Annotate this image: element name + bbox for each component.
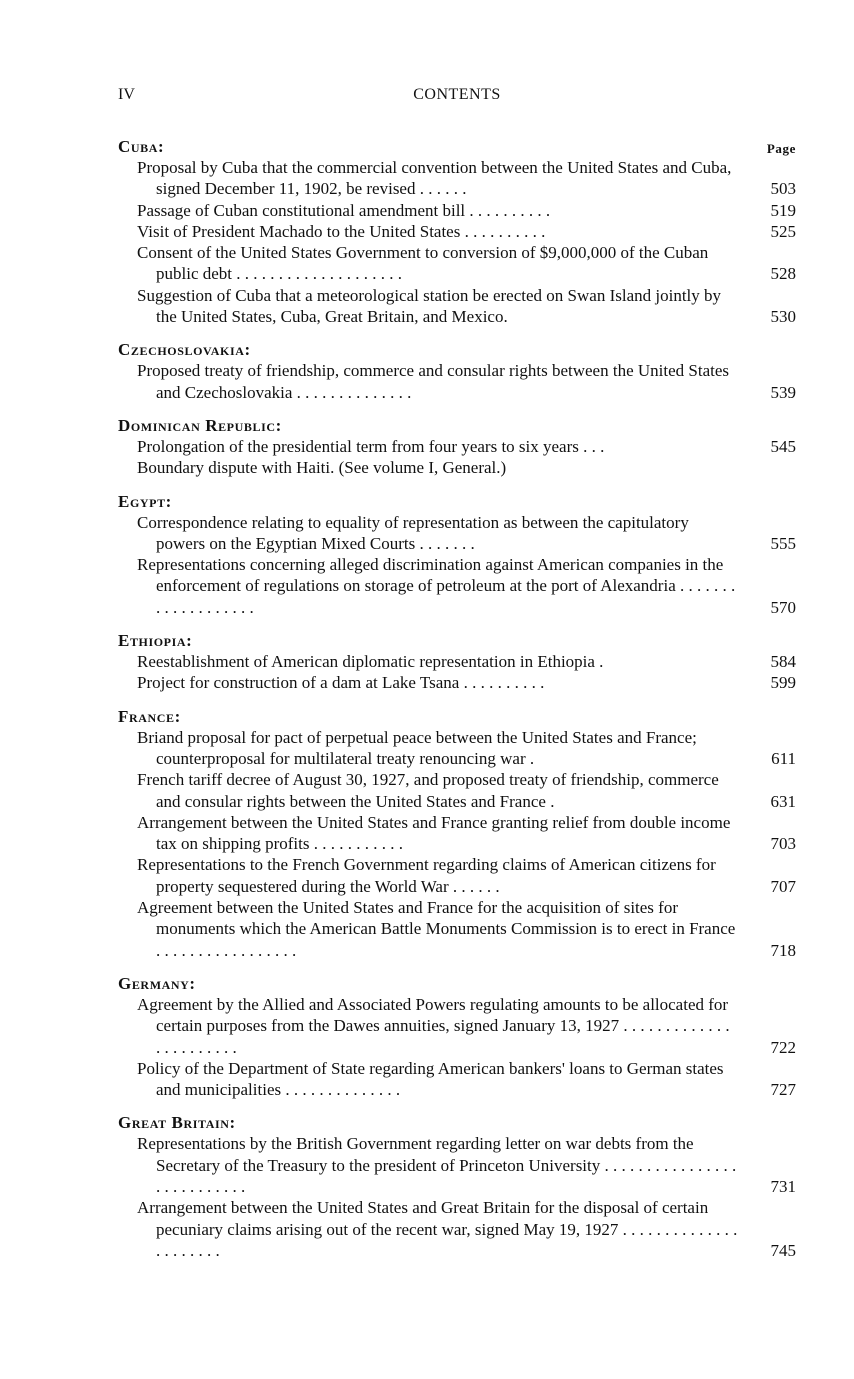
toc-entry bbox=[118, 221, 796, 242]
entry-text: Suggestion of Cuba that a meteorological station be erected on Swan Island jointly by the United States, Cuba, Great Britain, and Mexico. bbox=[137, 285, 722, 327]
section-title: France: bbox=[118, 706, 181, 726]
section-title: Egypt: bbox=[118, 491, 172, 511]
toc-section bbox=[118, 1112, 796, 1261]
entry-text: Proposal by Cuba that the commercial convention between the United States and Cuba, signed December 11, 1902, be revised . . . . . . bbox=[137, 158, 732, 199]
entry-text: Correspondence relating to equality of representation as between the capitulatory powers on the Egyptian Mixed Courts . . . . . . . bbox=[137, 512, 689, 553]
page-title: CONTENTS bbox=[413, 86, 501, 103]
entry-page-number: 631 bbox=[770, 791, 796, 811]
section-title: Cuba: bbox=[118, 137, 165, 156]
section-heading bbox=[118, 136, 796, 157]
entry-text: Agreement by the Allied and Associated Powers regulating amounts to be allocated for certain purposes from the Dawes annuities, signed January 13, 1927 . . . . . . . . . . . . . . . . . . . . . . . bbox=[137, 994, 730, 1057]
entry-text: Representations to the French Government regarding claims of American citizens for property sequestered during the World War . . . . . . bbox=[137, 855, 716, 896]
entry-page-number: 703 bbox=[770, 834, 796, 854]
toc-entry bbox=[118, 769, 796, 812]
toc-entry bbox=[118, 994, 796, 1058]
entry-page-number: 599 bbox=[770, 673, 796, 693]
toc-entry bbox=[118, 812, 796, 855]
toc-entry bbox=[118, 512, 796, 555]
entry-page-number: 539 bbox=[770, 382, 796, 402]
entry-text: Prolongation of the presidential term from four years to six years . . . bbox=[137, 436, 605, 456]
entry-page-number: 584 bbox=[770, 652, 796, 672]
entry-page-number: 722 bbox=[770, 1037, 796, 1057]
toc-entry bbox=[118, 672, 796, 693]
toc-section bbox=[118, 973, 796, 1100]
toc-entry bbox=[118, 457, 796, 478]
entry-page-number: 718 bbox=[770, 940, 796, 960]
entry-page-number: 570 bbox=[770, 597, 796, 617]
toc-entry bbox=[118, 436, 796, 457]
entry-page-number: 727 bbox=[770, 1080, 796, 1100]
toc-entry bbox=[118, 200, 796, 221]
toc-entry bbox=[118, 285, 796, 328]
contents-page bbox=[118, 86, 796, 1273]
toc-entry bbox=[118, 727, 796, 770]
toc-section bbox=[118, 630, 796, 694]
section-heading bbox=[118, 1112, 796, 1133]
section-heading bbox=[118, 339, 796, 360]
entry-page-number: 545 bbox=[770, 436, 796, 456]
section-title: Czechoslovakia: bbox=[118, 340, 251, 360]
toc-entry bbox=[118, 651, 796, 672]
entry-text: Arrangement between the United States and Great Britain for the disposal of certain pecuniary claims arising out of the recent war, signed May 19, 1927 . . . . . . . . . . . . . . . . . . . . . . bbox=[137, 1198, 738, 1260]
entry-text: Policy of the Department of State regarding American bankers' loans to German states and municipalities . . . . . . . . . . . . . . bbox=[137, 1058, 724, 1100]
entry-page-number: 731 bbox=[770, 1176, 796, 1196]
page-header bbox=[118, 86, 796, 116]
entry-page-number: 745 bbox=[770, 1240, 796, 1260]
section-title: Ethiopia: bbox=[118, 631, 193, 651]
entry-page-number: 528 bbox=[770, 264, 796, 284]
toc-section bbox=[118, 415, 796, 479]
toc-entry bbox=[118, 242, 796, 285]
entry-page-number: 707 bbox=[770, 876, 796, 896]
section-heading bbox=[118, 415, 796, 436]
entry-page-number: 503 bbox=[770, 179, 796, 199]
entry-text: Arrangement between the United States and France granting relief from double income tax on shipping profits . . . . . . . . . . . bbox=[137, 812, 731, 854]
toc-entry bbox=[118, 897, 796, 961]
section-heading bbox=[118, 630, 796, 651]
section-heading bbox=[118, 491, 796, 512]
toc-section bbox=[118, 491, 796, 618]
entry-text: Representations concerning alleged discrimination against American companies in the enforcement of regulations on storage of petroleum at the port of Alexandria . . . . . . . . . . . . . . . . . . . bbox=[137, 555, 736, 617]
section-title: Dominican Republic: bbox=[118, 415, 282, 435]
table-of-contents bbox=[118, 136, 796, 1261]
toc-section bbox=[118, 136, 796, 327]
entry-text: Reestablishment of American diplomatic representation in Ethiopia . bbox=[137, 652, 604, 672]
page-column-label: Page bbox=[766, 141, 796, 156]
toc-entry bbox=[118, 1197, 796, 1261]
toc-entry bbox=[118, 554, 796, 618]
entry-text: Project for construction of a dam at Lake Tsana . . . . . . . . . . bbox=[137, 673, 545, 693]
entry-page-number: 611 bbox=[771, 748, 796, 768]
entry-page-number: 530 bbox=[770, 307, 796, 327]
toc-entry bbox=[118, 360, 796, 403]
section-title: Great Britain: bbox=[118, 1113, 236, 1133]
toc-entry bbox=[118, 1058, 796, 1101]
section-heading bbox=[118, 706, 796, 727]
entry-page-number: 555 bbox=[770, 533, 796, 553]
entry-text: Boundary dispute with Haiti. (See volume I, General.) bbox=[137, 458, 507, 478]
toc-section bbox=[118, 339, 796, 403]
entry-page-number: 519 bbox=[770, 200, 796, 220]
toc-entry bbox=[118, 157, 796, 200]
section-title: Germany: bbox=[118, 973, 196, 993]
entry-text: Briand proposal for pact of perpetual peace between the United States and France; counterproposal for multilateral treaty renouncing war . bbox=[137, 727, 697, 768]
entry-text: Agreement between the United States and France for the acquisition of sites for monuments which the American Battle Monuments Commission is to erect in France . . . . . . . . . . . . . . . . . bbox=[137, 898, 736, 960]
toc-section bbox=[118, 706, 796, 961]
entry-text: Representations by the British Government regarding letter on war debts from the Secretary of the Treasury to the president of Princeton University . . . . . . . . . . . . . . . . . . . . . . . . . . . bbox=[137, 1134, 737, 1196]
entry-text: French tariff decree of August 30, 1927, and proposed treaty of friendship, commerce and consular rights between the United States and France . bbox=[137, 770, 719, 811]
toc-entry bbox=[118, 854, 796, 897]
section-heading bbox=[118, 973, 796, 994]
entry-text: Consent of the United States Government to conversion of $9,000,000 of the Cuban public debt . . . . . . . . . . . . . . . . . . . . bbox=[137, 243, 709, 284]
toc-entry bbox=[118, 1133, 796, 1197]
page-number: IV bbox=[118, 86, 135, 103]
entry-text: Visit of President Machado to the United States . . . . . . . . . . bbox=[137, 221, 546, 241]
entry-text: Proposed treaty of friendship, commerce and consular rights between the United States and Czechoslovakia . . . . . . . . . . . . . . bbox=[137, 361, 729, 402]
entry-page-number: 525 bbox=[770, 221, 796, 241]
entry-text: Passage of Cuban constitutional amendment bill . . . . . . . . . . bbox=[137, 200, 551, 220]
